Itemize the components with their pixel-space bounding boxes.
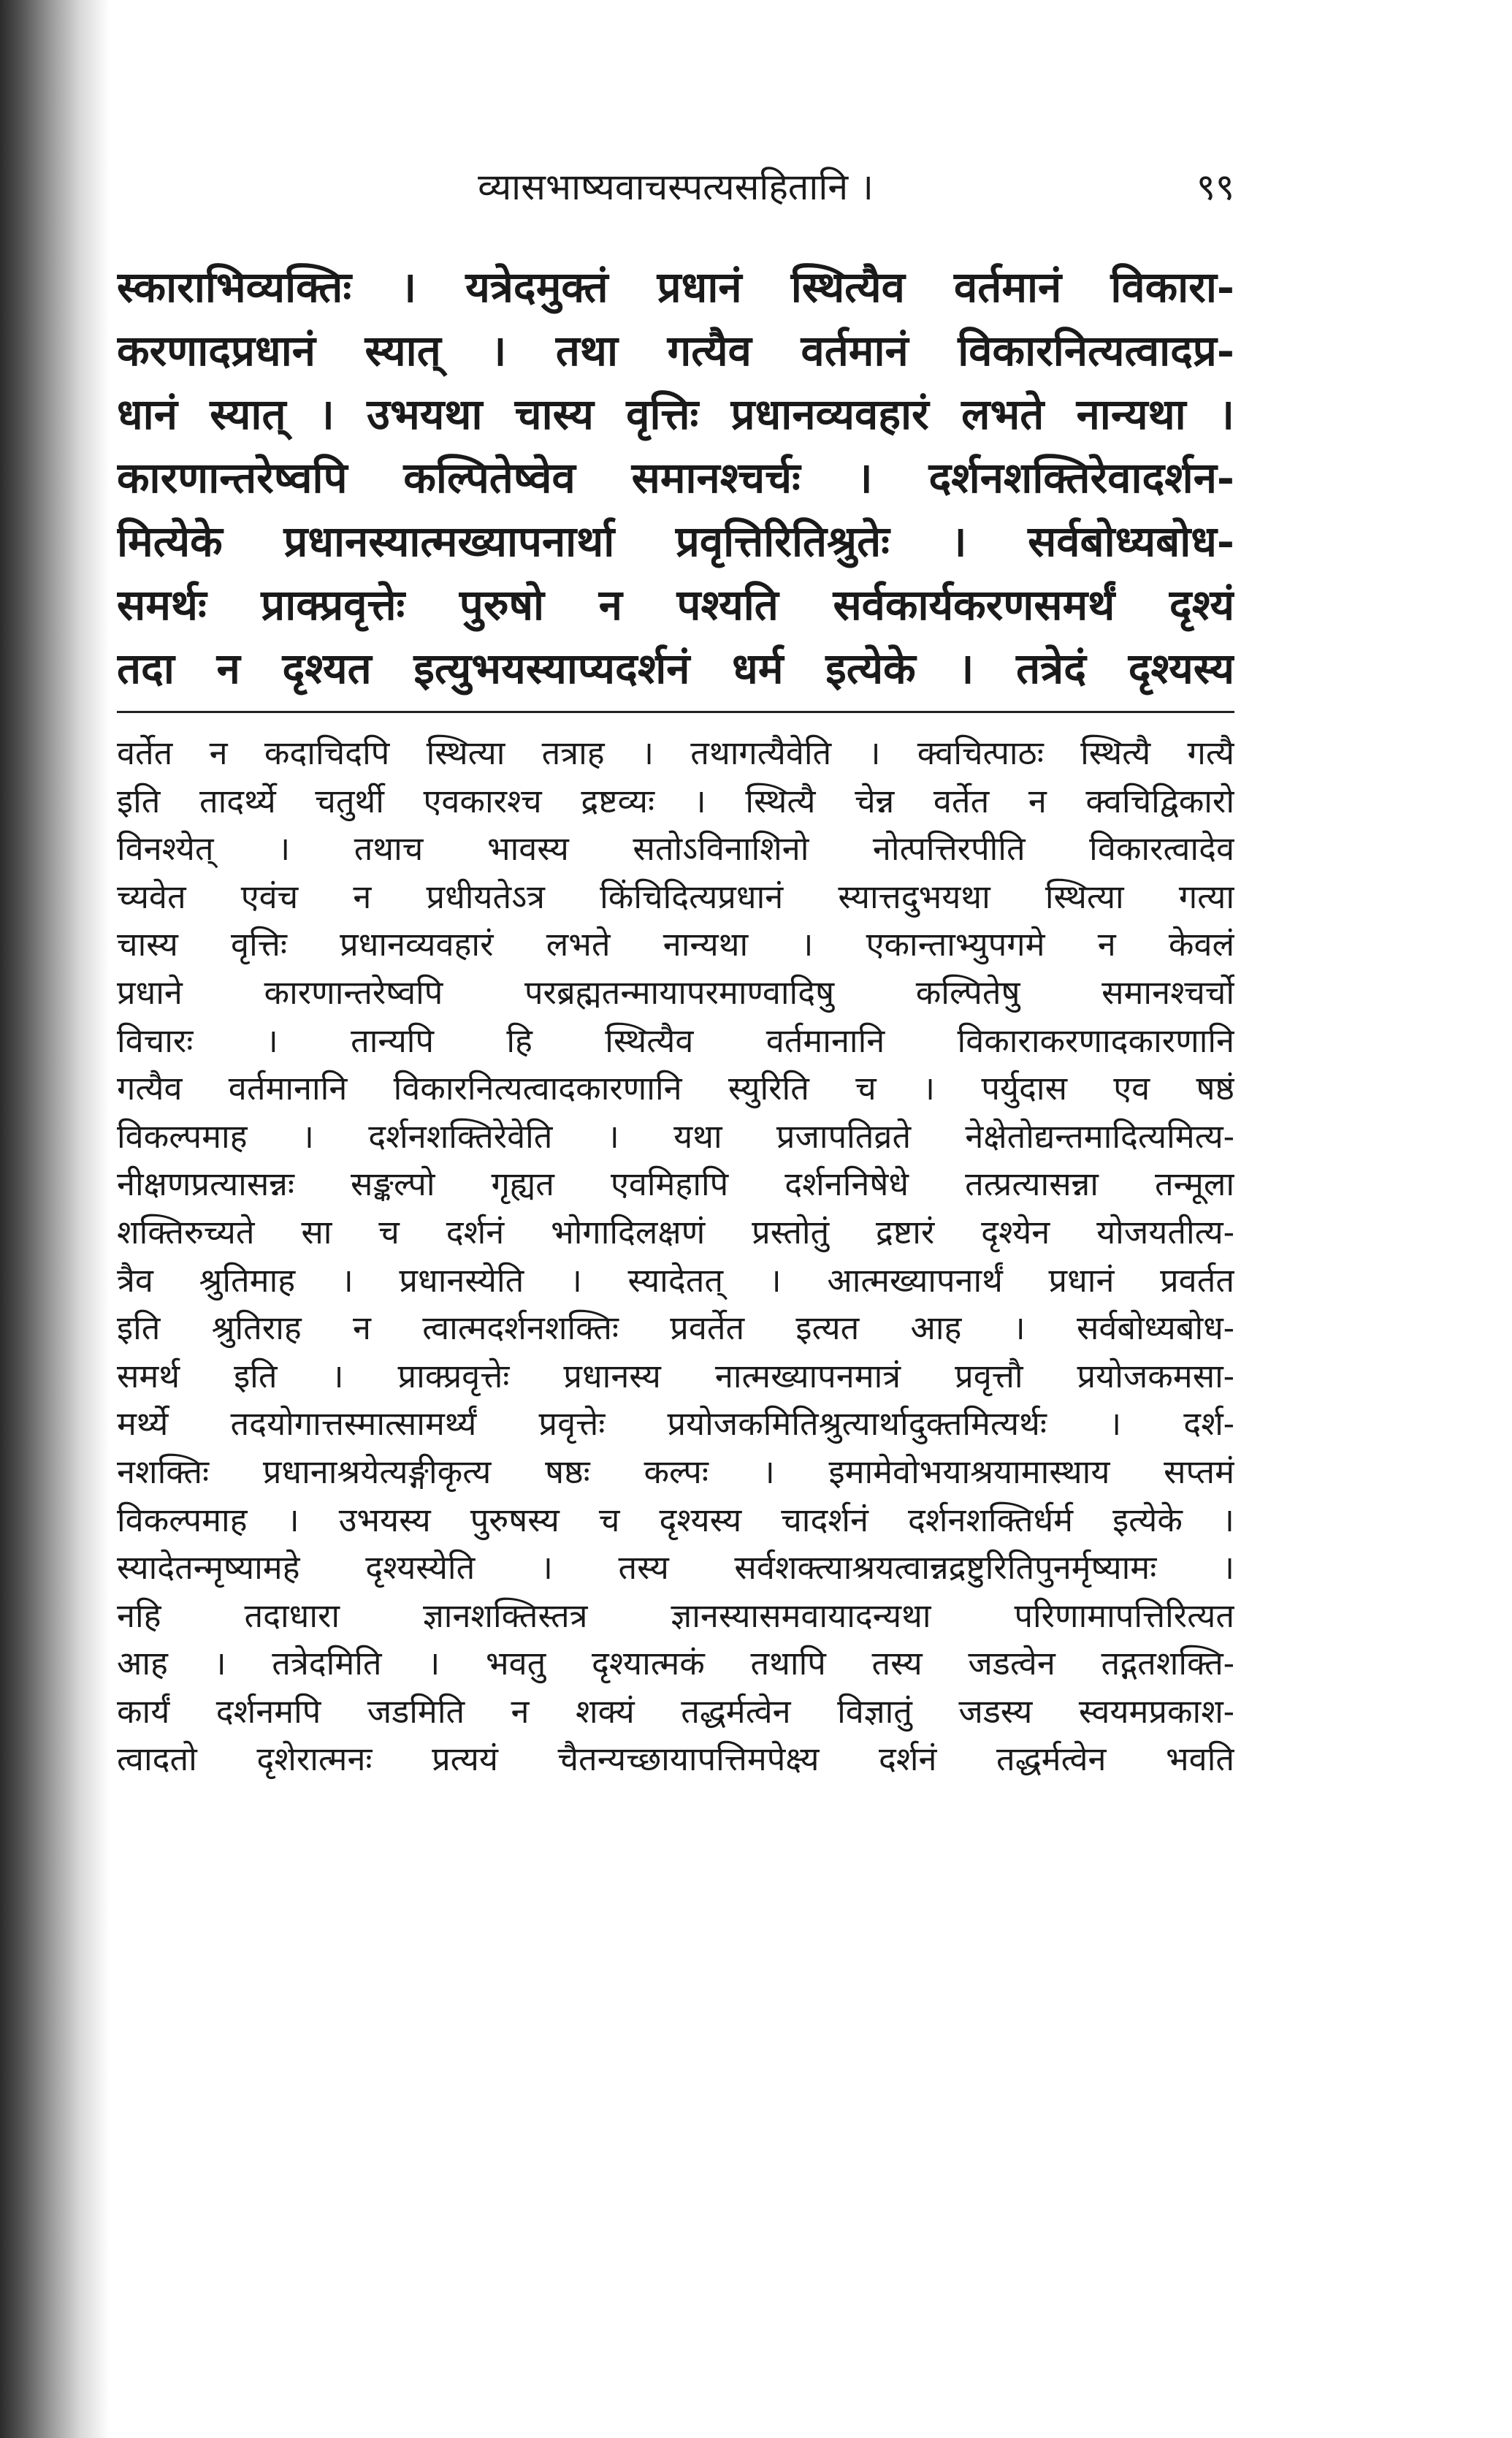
main-text-line: धानं स्यात् । उभयथा चास्य वृत्तिः प्रधानव्यवहारं लभते नान्यथा ।	[117, 389, 1234, 439]
commentary-line: विकल्पमाह । उभयस्य पुरुषस्य च दृश्यस्य चादर्शनं दर्शनशक्तिर्धर्म इत्येके ।	[117, 1500, 1234, 1539]
commentary-line: शक्तिरुच्यते सा च दर्शनं भोगादिलक्षणं प्रस्तोतुं द्रष्टारं दृश्येन योजयतीत्य-	[117, 1212, 1234, 1252]
commentary-line: इति तादर्थ्ये चतुर्थी एवकारश्च द्रष्टव्यः । स्थित्यै चेन्न वर्तेत न क्वचिद्विकारो	[117, 781, 1234, 820]
commentary-line: कार्यं दर्शनमपि जडमिति न शक्यं तद्धर्मत्वेन विज्ञातुं जडस्य स्वयमप्रकाश-	[117, 1691, 1234, 1731]
main-text-line: मित्येके प्रधानस्यात्मख्यापनार्था प्रवृत्तिरितिश्रुतेः । सर्वबोध्यबोध-	[117, 517, 1234, 566]
commentary-line: मर्थ्ये तदयोगात्तस्मात्सामर्थ्यं प्रवृत्तेः प्रयोजकमितिश्रुत्यार्थादुक्तमित्यर्थः । दर्श-	[117, 1404, 1234, 1444]
commentary-line: त्रैव श्रुतिमाह । प्रधानस्येति । स्यादेतत् । आत्मख्यापनार्थं प्रधानं प्रवर्तत	[117, 1260, 1234, 1300]
page-number: ९९	[1196, 166, 1234, 208]
running-title: व्यासभाष्यवाचस्पत्यसहितानि ।	[478, 166, 874, 208]
commentary-line: चास्य वृत्तिः प्रधानव्यवहारं लभते नान्यथा । एकान्ताभ्युपगमे न केवलं	[117, 925, 1234, 964]
commentary-line: विचारः । तान्यपि हि स्थित्यैव वर्तमानानि विकाराकरणादकारणानि	[117, 1021, 1234, 1060]
commentary-block	[117, 729, 1234, 1783]
page-header	[117, 161, 1234, 226]
main-text-line: करणादप्रधानं स्यात् । तथा गत्यैव वर्तमानं विकारनित्यत्वादप्र-	[117, 326, 1234, 376]
commentary-line: विनश्येत् । तथाच भावस्य सतोऽविनाशिनो नोत्पत्तिरपीति विकारत्वादेव	[117, 829, 1234, 869]
commentary-line: त्वादतो दृशेरात्मनः प्रत्ययं चैतन्यच्छायापत्तिमपेक्ष्य दर्शनं तद्धर्मत्वेन भवति	[117, 1740, 1234, 1779]
commentary-line: आह । तत्रेदमिति । भवतु दृश्यात्मकं तथापि तस्य जडत्वेन तद्गतशक्ति-	[117, 1644, 1234, 1683]
commentary-line: इति श्रुतिराह न त्वात्मदर्शनशक्तिः प्रवर्तेत इत्यत आह । सर्वबोध्यबोध-	[117, 1308, 1234, 1348]
commentary-line: स्यादेतन्मृष्यामहे दृश्यस्येति । तस्य सर्वशक्त्याश्रयत्वान्नद्रष्टुरितिपुनर्मृष्यामः ।	[117, 1548, 1234, 1588]
book-page	[117, 161, 1234, 1783]
main-text-line: समर्थः प्राक्प्रवृत्तेः पुरुषो न पश्यति सर्वकार्यकरणसमर्थं दृश्यं	[117, 580, 1234, 630]
commentary-line: गत्यैव वर्तमानानि विकारनित्यत्वादकारणानि स्युरिति च । पर्युदास एव षष्ठं	[117, 1069, 1234, 1108]
main-text-line: स्काराभिव्यक्तिः । यत्रेदमुक्तं प्रधानं स्थित्यैव वर्तमानं विकारा-	[117, 262, 1234, 312]
commentary-line: च्यवेत एवंच न प्रधीयतेऽत्र किंचिदित्यप्रधानं स्यात्तदुभयथा स्थित्या गत्या	[117, 877, 1234, 916]
commentary-line: नीक्षणप्रत्यासन्नः सङ्कल्पो गृह्यत एवमिहापि दर्शननिषेधे तत्प्रत्यासन्ना तन्मूला	[117, 1165, 1234, 1204]
commentary-line: नशक्तिः प्रधानाश्रयेत्यङ्गीकृत्य षष्ठः कल्पः । इमामेवोभयाश्रयामास्थाय सप्तमं	[117, 1452, 1234, 1491]
commentary-line: वर्तेत न कदाचिदपि स्थित्या तत्राह । तथागत्यैवेति । क्वचित्पाठः स्थित्यै गत्यै	[117, 734, 1234, 772]
scan-shadow-edge	[0, 0, 110, 2438]
commentary-line: नहि तदाधारा ज्ञानशक्तिस्तत्र ज्ञानस्यासमवायादन्यथा परिणामापत्तिरित्यत	[117, 1596, 1234, 1635]
main-text-line: तदा न दृश्यत इत्युभयस्याप्यदर्शनं धर्म इत्येके । तत्रेदं दृश्यस्य	[117, 644, 1234, 693]
section-divider	[117, 711, 1234, 713]
commentary-line: समर्थ इति । प्राक्प्रवृत्तेः प्रधानस्य नात्मख्यापनमात्रं प्रवृत्तौ प्रयोजकमसा-	[117, 1356, 1234, 1395]
commentary-line: विकल्पमाह । दर्शनशक्तिरेवेति । यथा प्रजापतिव्रते नेक्षेतोद्यन्तमादित्यमित्य-	[117, 1116, 1234, 1156]
main-text-block	[117, 256, 1234, 701]
commentary-line: प्रधाने कारणान्तरेष्वपि परब्रह्मतन्मायापरमाण्वादिषु कल्पितेषु समानश्चर्चो	[117, 972, 1234, 1012]
main-text-line: कारणान्तरेष्वपि कल्पितेष्वेव समानश्चर्चः । दर्शनशक्तिरेवादर्शन-	[117, 453, 1234, 503]
